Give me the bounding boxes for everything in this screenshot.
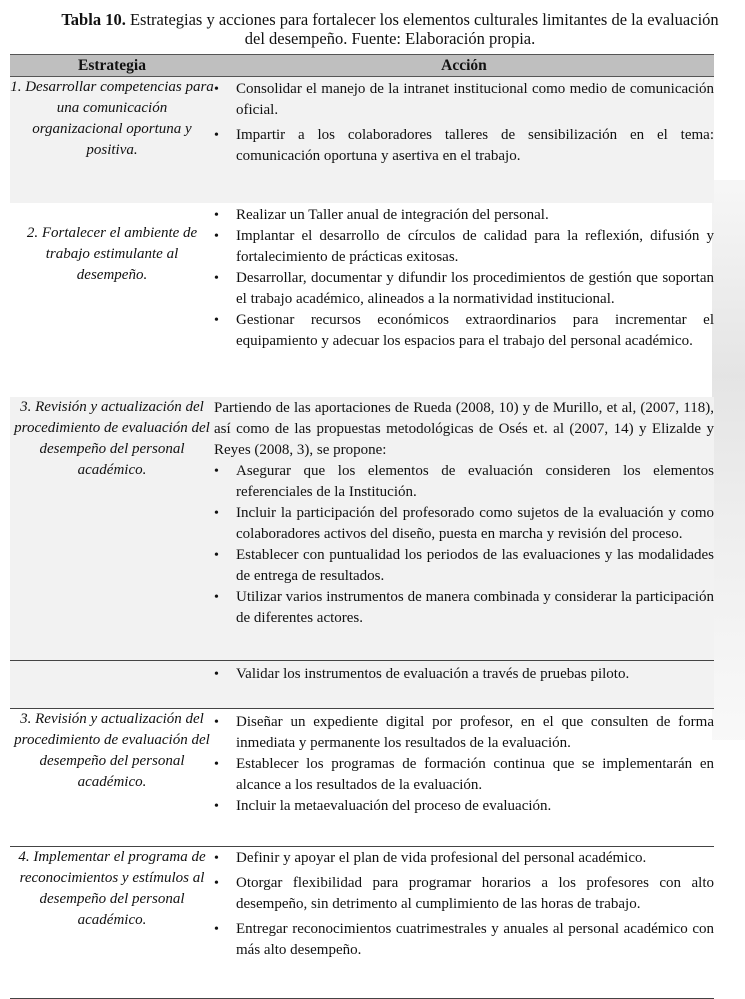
caption-text: Estrategias y acciones para fortalecer los elementos culturales limitantes de la evaluación del desempeño. Fuente: Elaboración propia.	[129, 10, 719, 48]
action-item: • Realizar un Taller anual de integración del personal.	[236, 205, 714, 226]
action-cell	[214, 847, 714, 999]
action-item: • Establecer con puntualidad los periodos de las evaluaciones y las modalidades de entrega de resultados.	[236, 545, 714, 587]
action-item: • Establecer los programas de formación continua que se implementarán en alcance a los resultados de la evaluación.	[236, 754, 714, 796]
table-caption	[60, 10, 720, 48]
header-row	[10, 55, 714, 77]
action-item: • Asegurar que los elementos de evaluación consideren los elementos referenciales de la Institución.	[236, 461, 714, 503]
action-item: • Otorgar flexibilidad para programar horarios a los profesores con alto desempeño, sin detrimento al cumplimiento de las horas de trabajo.	[236, 873, 714, 915]
table-row	[10, 203, 714, 397]
action-item: • Incluir la participación del profesorado como sujetos de la evaluación y como colaboradores activos del diseño, puesta en marcha y revisión del proceso.	[236, 503, 714, 545]
strategy-cell: 2. Fortalecer el ambiente de trabajo estimulante al desempeño.	[26, 224, 198, 283]
strategy-cell: 3. Revisión y actualización del procedimiento de evaluación del desempeño del personal académico.	[10, 709, 214, 847]
caption-label: Tabla 10.	[61, 10, 126, 29]
table-row	[10, 847, 714, 999]
table-row	[10, 77, 714, 203]
scan-shadow	[712, 180, 745, 740]
header-strategy: Estrategia	[10, 55, 214, 77]
header-action: Acción	[214, 55, 714, 77]
table-row	[10, 709, 714, 847]
strategy-cell: 3. Revisión y actualización del procedimiento de evaluación del desempeño del personal académico.	[10, 397, 214, 661]
action-item: • Impartir a los colaboradores talleres de sensibilización en el tema: comunicación oportuna y asertiva en el trabajo.	[236, 125, 714, 167]
strategy-cell: 4. Implementar el programa de reconocimientos y estímulos al desempeño del personal académico.	[10, 847, 214, 999]
action-item: • Consolidar el manejo de la intranet institucional como medio de comunicación oficial.	[236, 79, 714, 121]
action-item: • Implantar el desarrollo de círculos de calidad para la reflexión, difusión y fortalecimiento de prácticas exitosas.	[236, 226, 714, 268]
action-cell	[214, 77, 714, 203]
strategies-table	[10, 54, 714, 999]
action-cell	[214, 203, 714, 397]
action-item: • Utilizar varios instrumentos de manera combinada y considerar la participación de diferentes actores.	[236, 587, 714, 629]
action-item: • Entregar reconocimientos cuatrimestrales y anuales al personal académico con más alto desempeño.	[236, 919, 714, 961]
action-cell	[214, 661, 714, 709]
table-row	[10, 661, 714, 709]
strategy-cell: 1. Desarrollar competencias para una comunicación organizacional oportuna y positiva.	[10, 77, 214, 203]
action-item: • Definir y apoyar el plan de vida profesional del personal académico.	[236, 848, 714, 869]
action-item: • Validar los instrumentos de evaluación a través de pruebas piloto.	[236, 664, 714, 685]
action-item: • Desarrollar, documentar y difundir los procedimientos de gestión que soportan el trabajo académico, alineados a la normatividad institucional.	[236, 268, 714, 310]
action-cell	[214, 709, 714, 847]
action-item: • Incluir la metaevaluación del proceso de evaluación.	[236, 796, 714, 817]
table-row	[10, 397, 714, 661]
action-cell	[214, 397, 714, 661]
action-item: • Diseñar un expediente digital por profesor, en el que consulten de forma inmediata y permanente los resultados de la evaluación.	[236, 712, 714, 754]
strategy-cell	[10, 661, 214, 709]
action-item: • Gestionar recursos económicos extraordinarios para incrementar el equipamiento y adecuar los espacios para el trabajo del personal académico.	[236, 310, 714, 352]
action-intro: Partiendo de las aportaciones de Rueda (2008, 10) y de Murillo, et al, (2007, 118), así como de las propuestas metodológicas de Osés et. al (2007, 14) y Elizalde y Reyes (2008, 3), se propone:	[214, 399, 714, 458]
